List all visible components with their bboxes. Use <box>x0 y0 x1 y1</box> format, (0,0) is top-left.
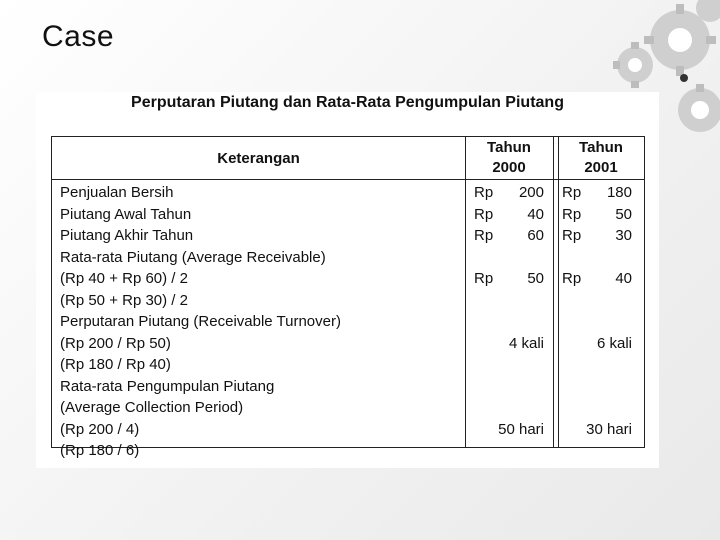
cell-value: 30 hari <box>586 420 632 438</box>
cell-value: 50 <box>615 205 632 223</box>
table-row <box>52 354 644 376</box>
row-label: Rata-rata Pengumpulan Piutang <box>60 377 275 395</box>
currency-prefix: Rp <box>474 227 494 244</box>
cell-value: 180 <box>606 184 632 201</box>
slide-title: Case <box>42 20 115 53</box>
header-year-label: Tahun <box>579 139 623 156</box>
row-label: (Rp 180 / Rp 40) <box>60 356 171 373</box>
row-label: Rata-rata Piutang (Average Receivable) <box>60 248 326 266</box>
header-year-label: Tahun <box>487 139 531 156</box>
table-row <box>52 182 644 204</box>
row-label: Perputaran Piutang (Receivable Turnover) <box>60 313 341 330</box>
table-row <box>52 419 644 441</box>
row-label: Piutang Akhir Tahun <box>60 227 194 244</box>
table-row <box>52 290 644 312</box>
header-year-2000 <box>465 138 553 178</box>
row-label: (Rp 200 / Rp 50) <box>60 334 171 352</box>
row-label: Penjualan Bersih <box>60 184 174 201</box>
row-label: (Rp 40 + Rp 60) / 2 <box>60 270 188 287</box>
value-2001 <box>562 268 632 289</box>
row-label: (Rp 50 + Rp 30) / 2 <box>60 291 188 309</box>
value-2000 <box>474 225 544 246</box>
table-row <box>52 247 644 269</box>
value-2000 <box>474 204 544 225</box>
table-row <box>52 204 644 226</box>
currency-prefix: Rp <box>474 205 494 223</box>
cell-value: 60 <box>527 227 544 244</box>
currency-prefix: Rp <box>562 184 582 201</box>
table-row <box>52 440 644 462</box>
table-body <box>52 182 644 462</box>
table-row <box>52 333 644 355</box>
data-table <box>51 136 645 459</box>
currency-prefix: Rp <box>562 227 582 244</box>
table-row <box>52 268 644 290</box>
value-2001 <box>562 225 632 246</box>
value-2000 <box>474 419 544 440</box>
currency-prefix: Rp <box>474 270 494 287</box>
table-row <box>52 376 644 398</box>
value-2000 <box>474 182 544 203</box>
header-keterangan: Keterangan <box>217 150 300 167</box>
header-year-value: 2000 <box>492 159 526 176</box>
cell-value: 40 <box>615 270 632 287</box>
value-2001 <box>562 333 632 354</box>
row-label: Piutang Awal Tahun <box>60 205 192 223</box>
cell-value: 40 <box>527 205 544 223</box>
value-2000 <box>474 333 544 354</box>
table-panel <box>36 92 659 468</box>
currency-prefix: Rp <box>474 184 494 201</box>
value-2000 <box>474 268 544 289</box>
row-label: (Average Collection Period) <box>60 399 244 416</box>
cell-value: 30 <box>615 227 632 244</box>
cell-value: 200 <box>518 184 544 201</box>
cell-value: 50 <box>527 270 544 287</box>
header-divider <box>52 179 644 180</box>
row-label: (Rp 200 / 4) <box>60 420 140 438</box>
value-2001 <box>562 419 632 440</box>
currency-prefix: Rp <box>562 270 582 287</box>
header-year-2001 <box>558 138 644 178</box>
table-row <box>52 311 644 333</box>
value-2001 <box>562 204 632 225</box>
cell-value: 6 kali <box>596 334 632 352</box>
currency-prefix: Rp <box>562 205 582 223</box>
table-row <box>52 397 644 419</box>
row-label: (Rp 180 / 6) <box>60 442 140 459</box>
header-year-value: 2001 <box>584 159 618 176</box>
table-title: Perputaran Piutang dan Rata-Rata Pengumpulan Piutang <box>131 94 564 111</box>
cell-value: 4 kali <box>508 334 544 352</box>
cell-value: 50 hari <box>498 420 544 438</box>
table-row <box>52 225 644 247</box>
value-2001 <box>562 182 632 203</box>
